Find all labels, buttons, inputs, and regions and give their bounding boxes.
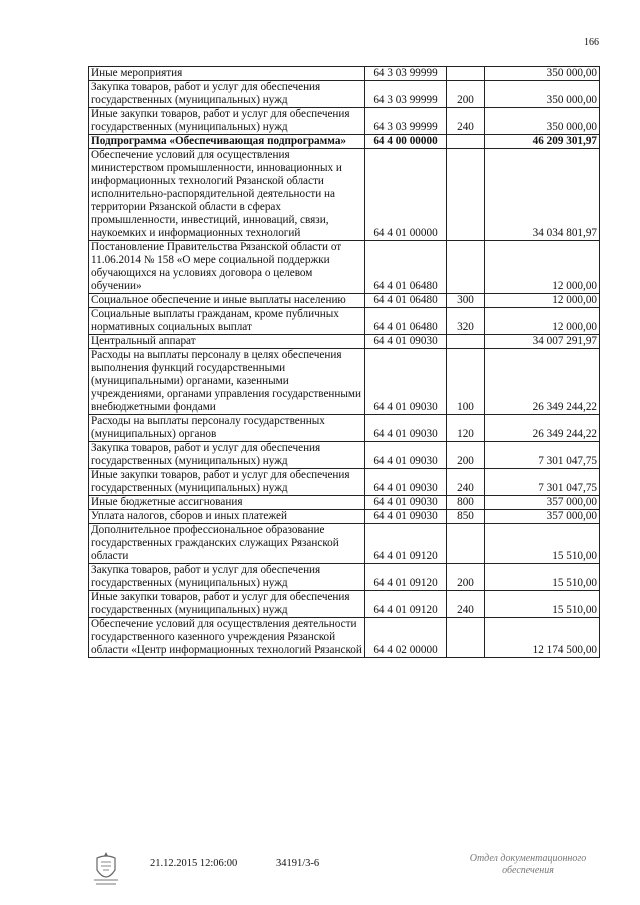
row-name-cell: Иные мероприятия [89, 67, 365, 81]
row-sum-cell: 15 510,00 [485, 591, 600, 618]
row-sum-cell: 34 034 801,97 [485, 149, 600, 241]
row-code-cell: 64 4 01 09120 [365, 524, 447, 564]
table-row [89, 469, 600, 496]
row-name-cell: Постановление Правительства Рязанской области от 11.06.2014 № 158 «О мере социальной поддержки обучающихся на условиях договора о целевом обучении» [89, 241, 365, 294]
row-name-cell: Обеспечение условий для осуществления деятельности государственного казенного учреждения Рязанской области «Центр информационных технологий Рязанской [89, 618, 365, 658]
table-row [89, 524, 600, 564]
row-code-cell: 64 4 01 09030 [365, 415, 447, 442]
row-code-cell: 64 3 03 99999 [365, 67, 447, 81]
row-name-cell: Иные закупки товаров, работ и услуг для обеспечения государственных (муниципальных) нужд [89, 108, 365, 135]
row-expense-type-cell: 200 [447, 442, 485, 469]
row-code-cell: 64 4 01 09030 [365, 335, 447, 349]
row-name-cell: Уплата налогов, сборов и иных платежей [89, 510, 365, 524]
row-sum-cell: 7 301 047,75 [485, 469, 600, 496]
row-sum-cell: 7 301 047,75 [485, 442, 600, 469]
row-code-cell: 64 4 02 00000 [365, 618, 447, 658]
row-name-cell: Дополнительное профессиональное образование государственных гражданских служащих Рязанской области [89, 524, 365, 564]
row-name-cell: Социальные выплаты гражданам, кроме публичных нормативных социальных выплат [89, 308, 365, 335]
row-name-cell: Обеспечение условий для осуществления министерством промышленности, инновационных и информационных технологий Рязанской области исполнительно-распорядительной деятельности на территории Рязанской области в сферах промышленности, инвестиций, инноваций, связи, наукоемких и информационных технологий [89, 149, 365, 241]
row-sum-cell: 357 000,00 [485, 510, 600, 524]
row-expense-type-cell: 240 [447, 591, 485, 618]
row-name-cell: Закупка товаров, работ и услуг для обеспечения государственных (муниципальных) нужд [89, 564, 365, 591]
row-sum-cell: 12 000,00 [485, 241, 600, 294]
row-expense-type-cell: 850 [447, 510, 485, 524]
budget-table [88, 66, 600, 658]
row-code-cell: 64 4 01 06480 [365, 308, 447, 335]
row-expense-type-cell: 200 [447, 564, 485, 591]
row-expense-type-cell [447, 149, 485, 241]
row-expense-type-cell: 100 [447, 349, 485, 415]
table-row [89, 442, 600, 469]
row-code-cell: 64 4 01 09120 [365, 591, 447, 618]
row-expense-type-cell [447, 67, 485, 81]
row-sum-cell: 350 000,00 [485, 81, 600, 108]
coat-of-arms-icon [91, 850, 121, 888]
row-name-cell: Центральный аппарат [89, 335, 365, 349]
row-code-cell: 64 4 01 09030 [365, 510, 447, 524]
row-sum-cell: 15 510,00 [485, 524, 600, 564]
row-name-cell: Иные закупки товаров, работ и услуг для обеспечения государственных (муниципальных) нужд [89, 469, 365, 496]
row-code-cell: 64 3 03 99999 [365, 81, 447, 108]
table-row [89, 618, 600, 658]
row-expense-type-cell [447, 241, 485, 294]
row-code-cell: 64 4 01 06480 [365, 241, 447, 294]
budget-table-body [89, 67, 600, 658]
row-sum-cell: 357 000,00 [485, 496, 600, 510]
row-name-cell: Подпрограмма «Обеспечивающая подпрограмма» [89, 135, 365, 149]
row-sum-cell: 12 000,00 [485, 294, 600, 308]
table-row [89, 149, 600, 241]
table-row [89, 349, 600, 415]
row-name-cell: Расходы на выплаты персоналу в целях обеспечения выполнения функций государственными (муниципальными) органами, казенными учреждениями, органами управления государственными внебюджетными фондами [89, 349, 365, 415]
row-code-cell: 64 4 01 09030 [365, 469, 447, 496]
row-code-cell: 64 4 00 00000 [365, 135, 447, 149]
row-expense-type-cell [447, 618, 485, 658]
row-sum-cell: 12 174 500,00 [485, 618, 600, 658]
row-code-cell: 64 4 01 06480 [365, 294, 447, 308]
row-expense-type-cell: 120 [447, 415, 485, 442]
row-sum-cell: 26 349 244,22 [485, 349, 600, 415]
table-row [89, 591, 600, 618]
row-code-cell: 64 4 01 09030 [365, 496, 447, 510]
footer-stamp: Отдел документационного обеспечения [469, 853, 587, 876]
row-name-cell: Социальное обеспечение и иные выплаты населению [89, 294, 365, 308]
row-expense-type-cell [447, 524, 485, 564]
row-code-cell: 64 4 01 09030 [365, 349, 447, 415]
row-expense-type-cell: 320 [447, 308, 485, 335]
row-name-cell: Иные закупки товаров, работ и услуг для обеспечения государственных (муниципальных) нужд [89, 591, 365, 618]
footer-datetime: 21.12.2015 12:06:00 [150, 858, 238, 869]
row-sum-cell: 350 000,00 [485, 108, 600, 135]
table-row [89, 510, 600, 524]
row-expense-type-cell: 240 [447, 108, 485, 135]
page-number: 166 [584, 37, 599, 48]
row-expense-type-cell: 300 [447, 294, 485, 308]
table-row [89, 564, 600, 591]
table-row [89, 135, 600, 149]
table-row [89, 81, 600, 108]
table-row [89, 294, 600, 308]
table-row [89, 308, 600, 335]
row-code-cell: 64 4 01 09030 [365, 442, 447, 469]
row-sum-cell: 26 349 244,22 [485, 415, 600, 442]
row-name-cell: Закупка товаров, работ и услуг для обеспечения государственных (муниципальных) нужд [89, 81, 365, 108]
table-row [89, 241, 600, 294]
row-expense-type-cell [447, 335, 485, 349]
row-sum-cell: 12 000,00 [485, 308, 600, 335]
row-expense-type-cell: 240 [447, 469, 485, 496]
row-sum-cell: 15 510,00 [485, 564, 600, 591]
row-expense-type-cell: 800 [447, 496, 485, 510]
table-row [89, 415, 600, 442]
row-name-cell: Расходы на выплаты персоналу государственных (муниципальных) органов [89, 415, 365, 442]
footer-doc-number: 34191/3-6 [276, 858, 320, 869]
row-name-cell: Закупка товаров, работ и услуг для обеспечения государственных (муниципальных) нужд [89, 442, 365, 469]
table-row [89, 496, 600, 510]
row-expense-type-cell: 200 [447, 81, 485, 108]
row-code-cell: 64 4 01 09120 [365, 564, 447, 591]
table-row [89, 67, 600, 81]
row-code-cell: 64 4 01 00000 [365, 149, 447, 241]
row-name-cell: Иные бюджетные ассигнования [89, 496, 365, 510]
row-expense-type-cell [447, 135, 485, 149]
table-row [89, 108, 600, 135]
row-sum-cell: 350 000,00 [485, 67, 600, 81]
row-sum-cell: 34 007 291,97 [485, 335, 600, 349]
table-row [89, 335, 600, 349]
row-sum-cell: 46 209 301,97 [485, 135, 600, 149]
row-code-cell: 64 3 03 99999 [365, 108, 447, 135]
